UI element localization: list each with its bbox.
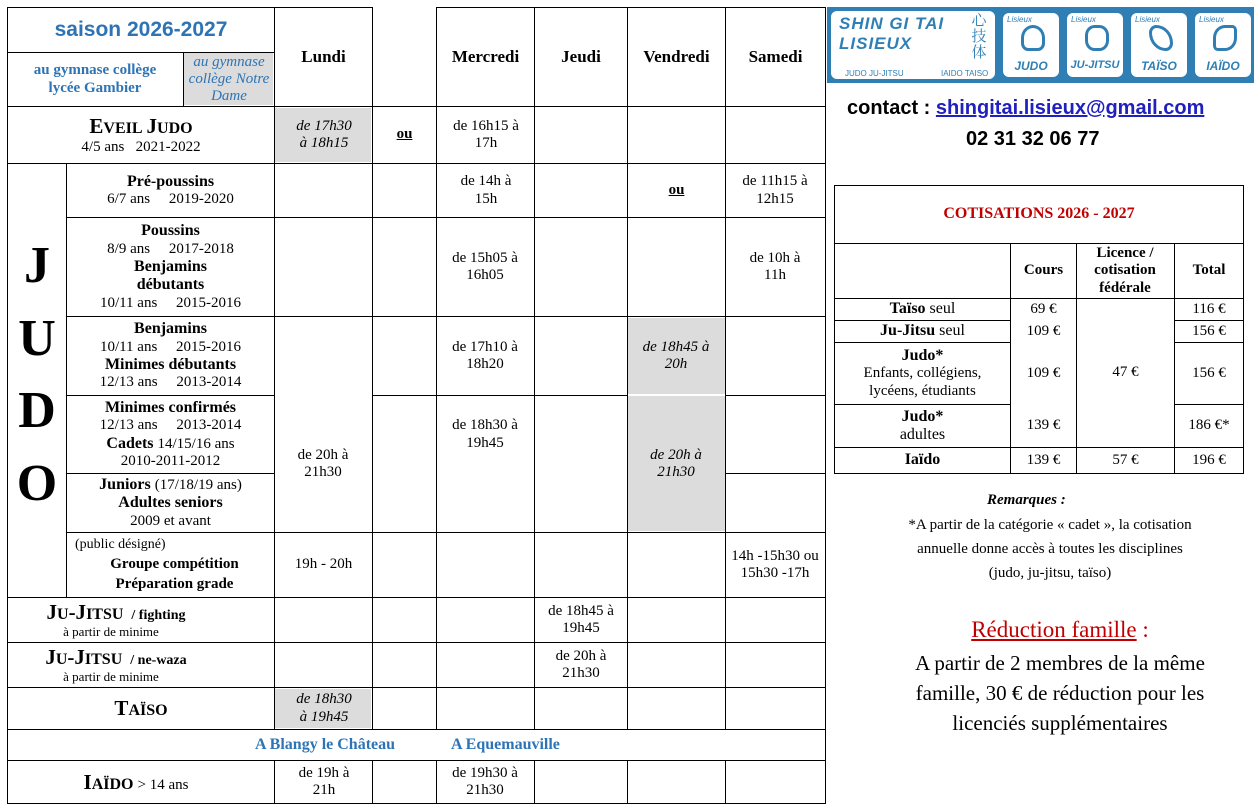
season-title: saison 2026-2027 [54,17,228,41]
judo-vertical-label: J U D O [16,237,58,512]
row-taiso-name: Taïso seul [889,300,956,318]
row-iaido-name: Iaïdo [904,451,941,469]
venue-notre-dame: au gymnase collège Notre Dame [188,53,270,105]
row-jujitsu-total: 156 € [1192,322,1226,339]
venue-gambier: au gymnase collège lycée Gambier [33,62,157,96]
col-total: Total [1192,262,1226,279]
taiso-label: TAÏSO [114,696,168,721]
row-judo-adultes-name: Judo* adultes [899,407,946,443]
remarks-title: Remarques : [987,492,1066,508]
prepoussins-label: Pré-poussins 6/7 ans 2019-2020 [107,172,234,208]
athlete-icon [1149,25,1173,51]
row-judo-adultes-total: 186 €* [1188,417,1230,434]
row-judo-adultes-cours: 139 € [1026,417,1061,434]
club-logo: SHIN GI TAI LISIEUX 心技体 JUDO JU-JITSU IAIDO TAISO [829,9,997,81]
row-iaido-cours: 139 € [1026,451,1061,468]
minimes-mercredi: de 18h30 à 19h45 [452,417,518,451]
benjamins-mercredi: de 17h10 à 18h20 [452,338,518,372]
competition-lundi: 19h - 20h [294,556,353,573]
or-label: ou [668,181,685,198]
row-iaido-licence: 57 € [1112,451,1139,468]
poussins-samedi: de 10h à 11h [749,249,801,283]
contact-phone: 02 31 32 06 77 [966,128,1100,150]
iaido-mercredi: de 19h30 à 21h30 [452,764,518,798]
row-iaido-total: 196 € [1192,451,1226,468]
day-vendredi: Vendredi [643,47,710,67]
benjamins-vendredi: de 18h45 à 20h [642,338,710,372]
jujitsu-fighting-label: JU-JITSU / fighting à partir de minime [46,600,186,639]
day-lundi: Lundi [301,47,346,67]
row-jujitsu-cours: 109 € [1026,322,1061,339]
row-judo-enfants-total: 156 € [1192,364,1226,381]
licence-shared: 47 € [1112,364,1139,381]
vendredi-shared-slot: de 20h à 21h30 [650,446,702,480]
benjamins-label: Benjamins 10/11 ans 2015-2016 Minimes débutants 12/13 ans 2013-2014 [99,320,242,391]
reduction-text: A partir de 2 membres de la même famille, 30 € de réduction pour les licenciés supplémentaires [915,651,1205,735]
row-jujitsu-name: Ju-Jitsu seul [880,322,965,340]
poussins-label: Poussins 8/9 ans 2017-2018 Benjamins débutants 10/11 ans 2015-2016 [99,222,242,311]
competition-samedi: 14h -15h30 ou 15h30 -17h [731,547,819,581]
col-cours: Cours [1023,262,1064,279]
remarks-text: *A partir de la catégorie « cadet », la cotisation annuelle donne accès à toutes les disciplines (judo, ju-jitsu, taïso) [908,517,1192,581]
contact-email-link[interactable]: shingitai.lisieux@gmail.com [935,97,1205,119]
badge-jujitsu: Lisieux JU-JITSU [1065,11,1125,79]
badge-judo: Lisieux JUDO [1001,11,1061,79]
location-blangy: A Blangy le Château [255,736,396,753]
lundi-shared-slot: de 20h à 21h30 [297,446,349,480]
poussins-mercredi: de 15h05 à 16h05 [452,249,518,283]
cotisations-title: COTISATIONS 2026 - 2027 [943,205,1135,223]
reduction-title: Réduction famille : [971,617,1149,642]
prepoussins-mercredi: de 14h à 15h [460,173,512,207]
eveil-mercredi: de 16h15 à 17h [453,117,519,151]
fighter-icon [1085,25,1109,51]
jujitsu-newaza-jeudi: de 20h à 21h30 [555,647,607,681]
contact-label: contact : [847,97,931,119]
day-jeudi: Jeudi [561,47,601,67]
badge-iaido: Lisieux IAÏDO [1193,11,1253,79]
row-judo-enfants-cours: 109 € [1026,364,1061,381]
or-label: ou [396,126,413,143]
row-taiso-total: 116 € [1192,300,1226,317]
club-logo-banner [827,7,1254,83]
location-equemauville: A Equemauville [451,736,560,753]
swordsman-icon [1213,25,1237,51]
taiso-lundi: de 18h30 à 19h45 [296,691,352,725]
eveil-judo-label: EVEIL JUDO 4/5 ans 2021-2022 [81,114,201,155]
row-taiso-cours: 69 € [1030,300,1057,317]
contact-line [847,97,1204,120]
badge-taiso: Lisieux TAÏSO [1129,11,1189,79]
eveil-lundi: de 17h30 à 18h15 [296,117,352,151]
jujitsu-fighting-jeudi: de 18h45 à 19h45 [548,602,614,636]
juniors-label: Juniors (17/18/19 ans) Adultes seniors 2009 et avant [99,475,242,529]
competition-label: (public désigné) Groupe compétition Préparation grade [75,536,239,593]
jujitsu-newaza-label: JU-JITSU / ne-waza à partir de minime [45,645,187,684]
prepoussins-samedi: de 11h15 à 12h15 [742,173,808,207]
judoka-icon [1021,25,1045,51]
row-judo-enfants-name: Judo* Enfants, collégiens, lycéens, étudiants [863,347,982,399]
col-licence: Licence / cotisation fédérale [1094,245,1156,296]
iaido-lundi: de 19h à 21h [298,764,350,798]
iaido-label: IAÏDO > 14 ans [83,769,189,794]
minimes-label: Minimes confirmés 12/13 ans 2013-2014 Cadets 14/15/16 ans 2010-2011-2012 [99,398,242,469]
day-samedi: Samedi [748,47,803,67]
day-mercredi: Mercredi [451,47,520,67]
